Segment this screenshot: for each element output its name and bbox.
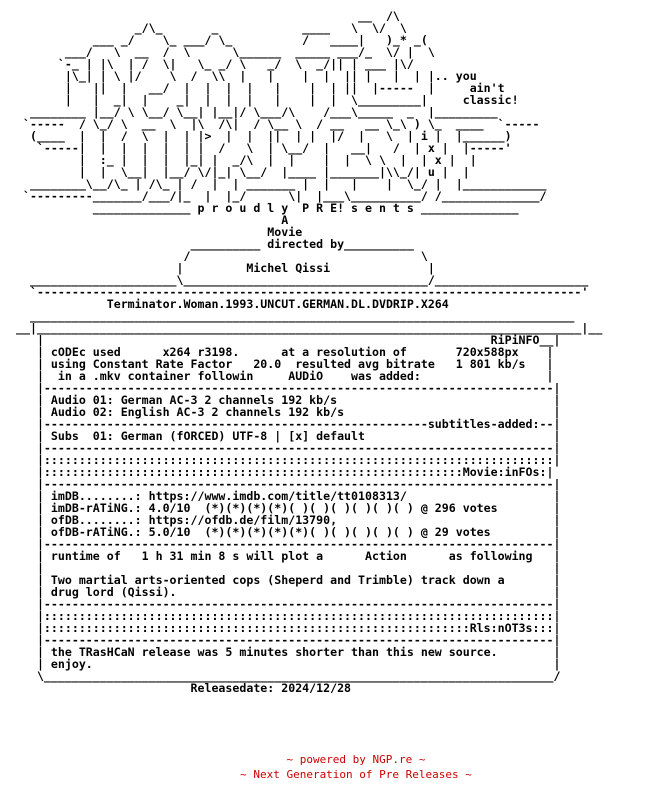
nfo-line: | drug lord (Qissi). | <box>16 585 561 599</box>
nfo-line: `----- / \_/ \ __ \ |\ /\| / \__ \ / __ __ \_\ ) \_ ____ `----- <box>16 117 540 131</box>
nfo-line: |:::::::::::::::::::::::::::::::::::::::::::::::::::::::::::::Rls:nOT3s:::| <box>16 621 561 635</box>
nfo-line: ______________ p r o u d l y P R E! s e n t s ______________ <box>16 201 519 215</box>
nfo-line: ___ _/ \_ ___/ \_ / ____| )_* _( <box>16 33 428 47</box>
nfo-line: Terminator.Woman.1993.UNCUT.GERMAN.DL.DVDRIP.X264 <box>16 297 449 311</box>
nfo-line: `-_ | |\ | / \| \_ _/ \ _/ \ _/|| | ___ |\/ <box>16 57 414 71</box>
nfo-line: _/\_ _ ____ \ \/ \ <box>16 21 407 35</box>
nfo-line: | imDB........: https://www.imdb.com/title/tt0108313/ | <box>16 489 561 503</box>
nfo-line: |\_| | \ |/ \ / \\ | | | | || | | | |.. you <box>16 69 477 83</box>
nfo-line: | ofDB-rATiNG.: 5.0/10 (*)(*)(*)(*)(*)( )( )( )( )( ) @ 29 votes | <box>16 525 561 539</box>
nfo-line: | Michel Qissi | <box>16 261 435 275</box>
nfo-line: ________ |__/ \ \__/ \__| |__|/ \___/\ /___\_____ _ |_________ <box>16 105 498 119</box>
nfo-line: / \ <box>16 249 428 263</box>
nfo-line: `------------------------------------------------------------------------------' <box>16 285 589 299</box>
nfo-line: Releasedate: 2024/12/28 <box>16 681 352 695</box>
nfo-line: __ /\ <box>16 9 400 23</box>
tagline-text: ~ Next Generation of Pre Releases ~ <box>240 768 472 781</box>
nfo-line: Movie <box>16 225 303 239</box>
nfo-line: | | \__| |__/ \/|_| \__/ |____ |_______|\\_/| u | | <box>16 165 470 179</box>
nfo-line: |-------------------------------------------------------------------------| <box>16 597 561 611</box>
nfo-line: __|______________________________________________________________________________|__ <box>16 321 603 335</box>
nfo-line: | Audio 01: German AC-3 2 channels 192 kb/s | <box>16 393 561 407</box>
nfo-line: |-------------------------------------------------------------------------| <box>16 381 561 395</box>
nfo-line: |::::::::::::::::::::::::::::::::::::::::::::::::::::::::::::Movie:inFOs:| <box>16 465 554 479</box>
nfo-line: | the TRasHCaN release was 5 minutes shorter than this new source. | <box>16 645 561 659</box>
nfo-line: | Two martial arts-oriented cops (Sheperd and Trimble) track down a | <box>16 573 561 587</box>
nfo-line: A <box>16 213 289 227</box>
nfo-line: | imDB-rATiNG.: 4.0/10 (*)(*)(*)(*)( )( )( )( )( )( ) @ 296 votes | <box>16 501 561 515</box>
nfo-line: | ofDB........: https://ofdb.de/film/13790, | <box>16 513 561 527</box>
nfo-line: |-------------------------------------------------------subtitles-added:--| <box>16 417 561 431</box>
nfo-line: | cODEc used x264 r3198. at a resolution of 720x588px | <box>16 345 554 359</box>
nfo-line: ___/ \ __ / \ \______ _____ ___/_ \/ | \ <box>16 45 435 59</box>
nfo-line: ______________________________________________________________________________ <box>16 309 575 323</box>
nfo-line: |:::::::::::::::::::::::::::::::::::::::::::::::::::::::::::::::::::::::::| <box>16 453 561 467</box>
nfo-line: `---------_______/___/|_ | |_/ \| |___\__________/ /______________/ <box>16 189 547 203</box>
nfo-line: | RiPiNFO__| <box>16 333 561 347</box>
powered-by-text: ~ powered by NGP.re ~ <box>286 753 426 766</box>
nfo-line: | in a .mkv container followin AUDiO was added: | <box>16 369 554 383</box>
nfo-line: | Subs 01: German (fORCED) UTF-8 | [x] default | <box>16 429 561 443</box>
nfo-line: |-------------------------------------------------------------------------| <box>16 537 561 551</box>
nfo-line: | || | __/ | | | | | | | || |----- | ain't <box>16 81 505 95</box>
nfo-line: | enjoy. | <box>16 657 561 671</box>
nfo-line: |-------------------------------------------------------------------------| <box>16 441 561 455</box>
nfo-line: | | <box>16 561 561 575</box>
nfo-line: | :_ | | | |_| | _/\ | | | | \ \ | | x | | <box>16 153 477 167</box>
nfo-line: `-----| | | | | | | / \ | \__/ | __| / | x | |-----' <box>16 141 512 155</box>
nfo-line: |-------------------------------------------------------------------------| <box>16 477 561 491</box>
nfo-line: | using Constant Rate Factor 20.0 resulted avg bitrate 1 801 kb/s | <box>16 357 554 371</box>
nfo-line: |-------------------------------------------------------------------------| <box>16 633 561 647</box>
nfo-text <box>16 10 602 694</box>
nfo-line: | Audio 02: English AC-3 2 channels 192 kb/s | <box>16 405 561 419</box>
nfo-line: (____ | | / \ | | |> | | || | | |/ | \ | i | |______) <box>16 129 512 143</box>
nfo-line: \_________________________________________________________________________/ <box>16 669 561 683</box>
nfo-line: __________ directed by__________ <box>16 237 414 251</box>
nfo-line: | | _| | _| | | | | | | \_________| classic! <box>16 93 519 107</box>
nfo-line: |:::::::::::::::::::::::::::::::::::::::::::::::::::::::::::::::::::::::::| <box>16 609 561 623</box>
nfo-line: _____________________\___________________________________/______________________ <box>16 273 589 287</box>
footer <box>0 752 648 782</box>
nfo-line: ________\__/\_ | /\_ | / | | _______ | | | | \_/ | |____________ <box>16 177 547 191</box>
nfo-line: | runtime of 1 h 31 min 8 s will plot a Action as following | <box>16 549 561 563</box>
